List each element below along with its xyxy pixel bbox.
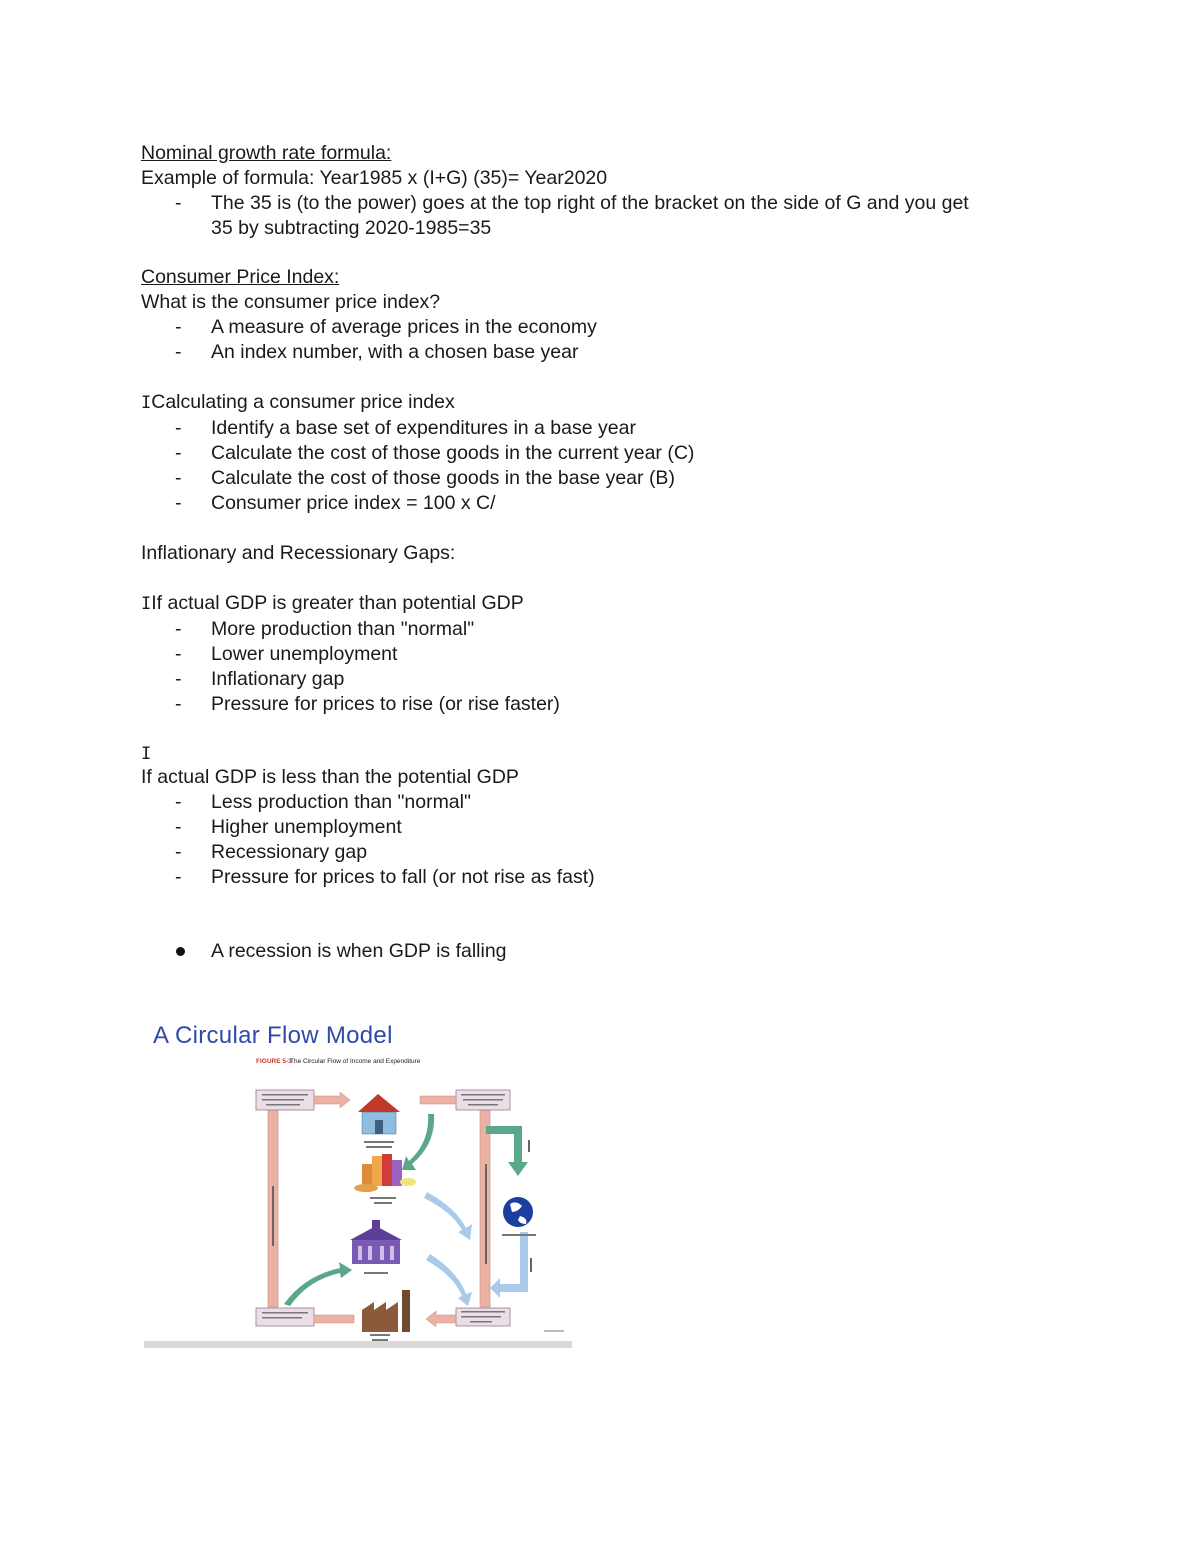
arrow-from-households — [420, 1096, 456, 1104]
house-icon — [358, 1094, 400, 1134]
dash-marker: - — [175, 643, 182, 665]
circular-flow-diagram — [144, 1014, 572, 1350]
list-item: More production than "normal" — [211, 618, 475, 640]
label-line — [370, 1197, 396, 1199]
list-item: Inflationary gap — [211, 668, 345, 690]
heading-nominal-growth: Nominal growth rate formula: — [141, 142, 392, 164]
list-item: Consumer price index = 100 x C/ — [211, 492, 496, 514]
label-line — [502, 1234, 536, 1236]
label-line — [370, 1334, 390, 1336]
formula-note-line2: 35 by subtracting 2020-1985=35 — [211, 217, 492, 239]
list-item: Pressure for prices to rise (or rise faster) — [211, 693, 560, 715]
formula-example: Example of formula: Year1985 x (I+G) (35)= Year2020 — [141, 167, 608, 189]
government-icon — [350, 1220, 402, 1264]
cpi-question: What is the consumer price index? — [141, 291, 441, 313]
list-item: An index number, with a chosen base year — [211, 341, 579, 363]
calc-cpi-line — [141, 390, 455, 416]
dash-marker: - — [175, 442, 182, 464]
imports-arrow — [486, 1126, 528, 1176]
list-item: Less production than "normal" — [211, 791, 471, 813]
recession-note: A recession is when GDP is falling — [211, 940, 507, 962]
greater-gdp-line — [141, 591, 524, 617]
greater-gdp-heading: If actual GDP is greater than potential GDP — [151, 592, 524, 614]
text-cursor-icon: I — [141, 744, 152, 764]
label-line — [544, 1330, 564, 1332]
label-line — [485, 1164, 487, 1264]
taxes-arrow — [284, 1262, 352, 1306]
label-line — [528, 1140, 530, 1152]
arrow-to-households — [314, 1092, 350, 1108]
figure-bottom-rule — [144, 1341, 572, 1348]
text-cursor-line — [141, 741, 151, 767]
less-gdp-heading: If actual GDP is less than the potential GDP — [141, 766, 519, 788]
bullet-dot-icon — [176, 947, 185, 956]
label-line — [364, 1272, 388, 1274]
label-line — [374, 1202, 392, 1204]
dash-marker: - — [175, 417, 182, 439]
heading-cpi: Consumer Price Index: — [141, 266, 340, 288]
formula-note-line1: The 35 is (to the power) goes at the top right of the bracket on the side of G and you get — [211, 192, 969, 214]
text-cursor-icon: I — [141, 393, 152, 413]
label-line — [364, 1141, 394, 1143]
globe-icon — [503, 1197, 533, 1227]
figure-caption: The Circular Flow of Income and Expenditure — [290, 1058, 421, 1065]
figure-title: A Circular Flow Model — [153, 1022, 393, 1049]
factory-icon — [362, 1290, 410, 1332]
dash-marker: - — [175, 192, 182, 214]
list-item: Calculate the cost of those goods in the current year (C) — [211, 442, 695, 464]
list-item: Identify a base set of expenditures in a base year — [211, 417, 636, 439]
calc-cpi-heading: Calculating a consumer price index — [151, 391, 455, 413]
label-line — [372, 1339, 388, 1341]
dash-marker: - — [175, 341, 182, 363]
label-line — [366, 1146, 392, 1148]
heading-gaps: Inflationary and Recessionary Gaps: — [141, 542, 456, 564]
arrow-to-firms — [426, 1311, 456, 1327]
list-item: Recessionary gap — [211, 841, 368, 863]
list-item: Calculate the cost of those goods in the base year (B) — [211, 467, 675, 489]
dash-marker: - — [175, 693, 182, 715]
arrow-from-firms — [314, 1315, 354, 1323]
investment-arrow — [424, 1192, 472, 1240]
list-item: A measure of average prices in the economy — [211, 316, 597, 338]
list-item: Higher unemployment — [211, 816, 402, 838]
dash-marker: - — [175, 492, 182, 514]
dash-marker: - — [175, 816, 182, 838]
savings-arrow — [402, 1114, 434, 1170]
dash-marker: - — [175, 467, 182, 489]
dash-marker: - — [175, 316, 182, 338]
dash-marker: - — [175, 866, 182, 888]
text-cursor-icon: I — [141, 594, 152, 614]
dash-marker: - — [175, 668, 182, 690]
government-purchases-arrow — [426, 1254, 472, 1306]
dash-marker: - — [175, 618, 182, 640]
label-line — [272, 1186, 274, 1246]
dash-marker: - — [175, 841, 182, 863]
list-item: Pressure for prices to fall (or not rise as fast) — [211, 866, 595, 888]
exports-arrow — [490, 1232, 528, 1298]
figure-label: FIGURE 5-3 — [256, 1058, 292, 1065]
list-item: Lower unemployment — [211, 643, 398, 665]
dash-marker: - — [175, 791, 182, 813]
label-line — [530, 1258, 532, 1272]
